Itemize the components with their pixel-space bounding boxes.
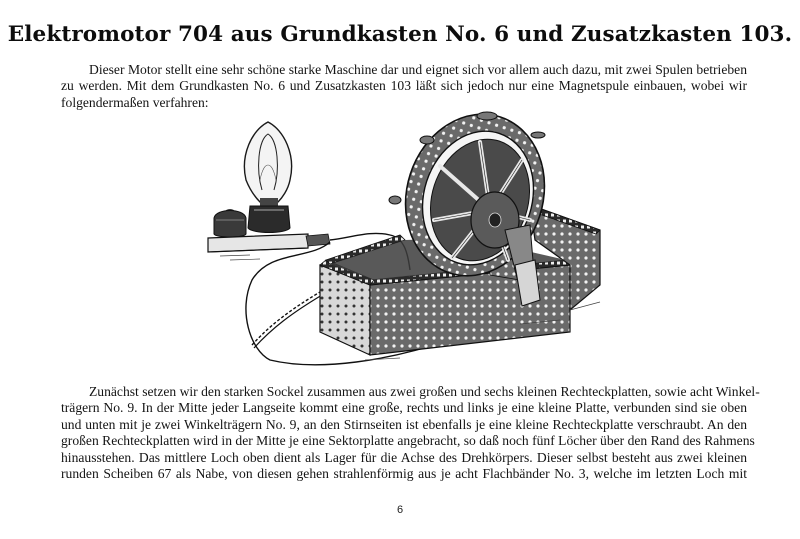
light-bulb xyxy=(244,122,291,233)
motor-illustration xyxy=(190,110,610,370)
text-line: runden Scheiben 67 als Nabe, von diesen gehen strahlenförmig aus je acht Flachbänder No. 3, welche im letzten Loch mit xyxy=(61,466,747,482)
electric-motor-drawing-icon xyxy=(190,110,610,370)
text-line: folgendermaßen verfahren: xyxy=(61,94,209,110)
text-line: zu werden. Mit dem Grundkasten No. 6 und Zusatzkasten 103 läßt sich jedoch nur eine Magnetspule einbauen, wobei wir xyxy=(61,78,747,94)
page-number: 6 xyxy=(396,504,404,516)
page-title: Elektromotor 704 aus Grundkasten No. 6 und Zusatzkasten 103. xyxy=(7,22,793,47)
intro-paragraph xyxy=(61,62,747,111)
text-line: trägern No. 9. In der Mitte jeder Langseite kommt eine große, rechts und links je eine kleine Platte, verbunden sind sie oben xyxy=(61,400,747,416)
text-line: Dieser Motor stellt eine sehr schöne starke Maschine dar und eignet sich vor allem auch dazu, mit zwei Spulen betrieben xyxy=(89,62,747,77)
body-paragraph xyxy=(61,384,760,482)
switch xyxy=(214,209,246,237)
text-line: hinausstehen. Das mittlere Loch oben dient als Lager für die Achse des Drehkörpers. Dieser selbst besteht aus zwei kleinen xyxy=(61,449,747,465)
text-line: Zunächst setzen wir den starken Sockel zusammen aus zwei großen und sechs kleinen Rechteckplatten, sowie acht Winkel- xyxy=(89,384,760,399)
text-line: großen Rechteckplatten wird in der Mitte je eine Sektorplatte angebracht, so daß noch fünf Löcher über den Rand des Rahmens xyxy=(61,433,755,449)
text-line: und unten mit je zwei Winkelträgern No. 9, an den Stirnseiten ist ebenfalls je eine kleine Rechteckplatte verschraubt. An den xyxy=(61,416,747,432)
